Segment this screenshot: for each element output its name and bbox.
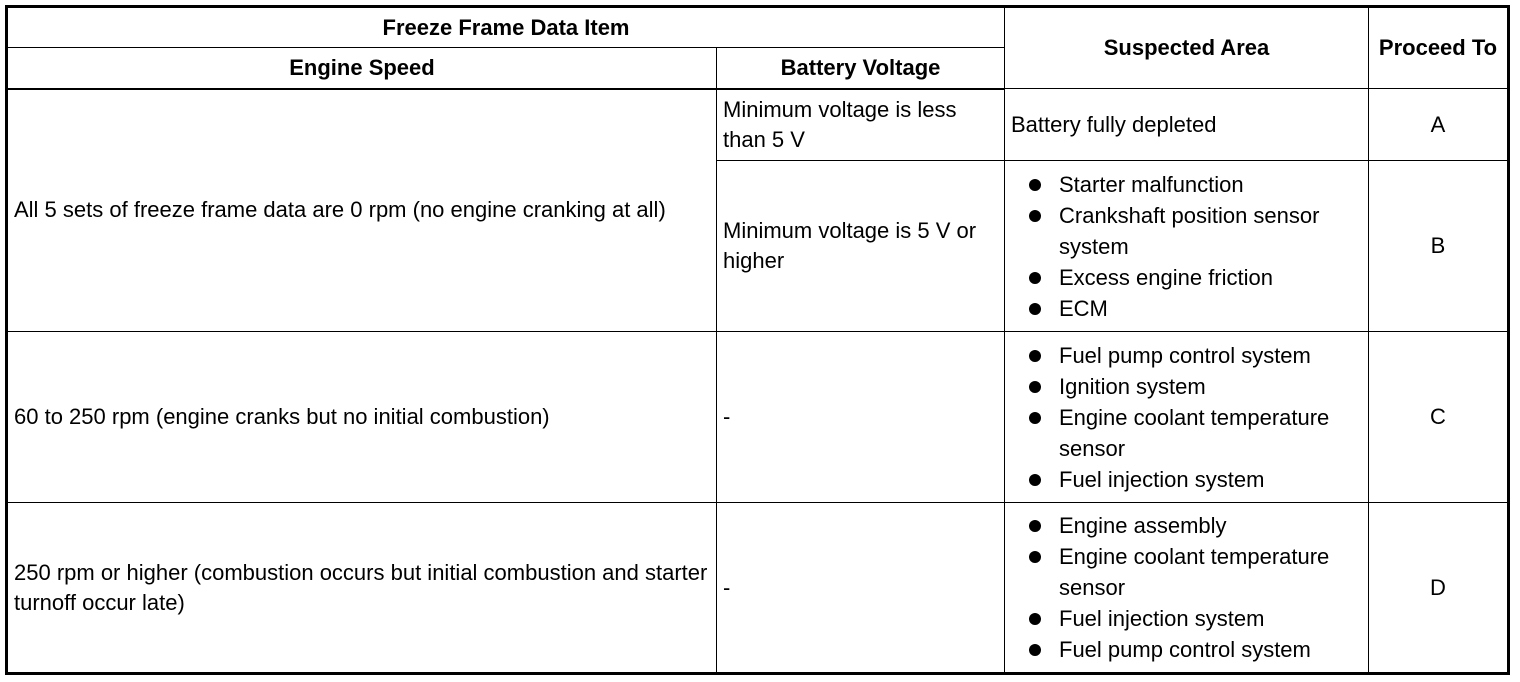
list-item <box>1059 541 1362 603</box>
bullet-icon <box>1029 412 1041 424</box>
header-suspected-area: Suspected Area <box>1005 7 1369 89</box>
bullet-icon <box>1029 179 1041 191</box>
bullet-icon <box>1029 551 1041 563</box>
bullet-icon <box>1029 474 1041 486</box>
header-freeze-frame-data-item: Freeze Frame Data Item <box>7 7 1005 48</box>
battery-voltage-cell: Minimum voltage is less than 5 V <box>717 89 1005 161</box>
battery-voltage-cell: - <box>717 332 1005 503</box>
list-item-text: Fuel injection system <box>1059 466 1265 492</box>
list-item-text: Starter malfunction <box>1059 171 1244 197</box>
list-item <box>1059 603 1362 634</box>
bullet-icon <box>1029 644 1041 656</box>
table-row <box>7 332 1509 503</box>
proceed-to-cell: D <box>1369 503 1509 674</box>
list-item <box>1059 371 1362 402</box>
list-item <box>1059 169 1362 200</box>
engine-speed-cell: 250 rpm or higher (combustion occurs but initial combustion and starter turnoff occur late) <box>7 503 717 674</box>
suspected-area-cell <box>1005 503 1369 674</box>
suspected-area-cell <box>1005 161 1369 332</box>
list-item <box>1059 340 1362 371</box>
bullet-icon <box>1029 272 1041 284</box>
list-item-text: ECM <box>1059 295 1108 321</box>
bullet-icon <box>1029 350 1041 362</box>
freeze-frame-table <box>5 5 1510 675</box>
bullet-icon <box>1029 210 1041 222</box>
list-item-text: Fuel pump control system <box>1059 342 1311 368</box>
header-proceed-to: Proceed To <box>1369 7 1509 89</box>
list-item <box>1059 262 1362 293</box>
list-item-text: Crankshaft position sensor system <box>1059 202 1320 259</box>
list-item-text: Engine coolant temperature sensor <box>1059 544 1330 600</box>
list-item-text: Ignition system <box>1059 373 1206 399</box>
proceed-to-cell: C <box>1369 332 1509 503</box>
list-item <box>1059 293 1362 324</box>
header-engine-speed: Engine Speed <box>7 48 717 89</box>
header-battery-voltage: Battery Voltage <box>717 48 1005 89</box>
table-row <box>7 503 1509 674</box>
suspected-area-cell <box>1005 332 1369 503</box>
suspected-area-list <box>1011 169 1362 324</box>
list-item <box>1059 464 1362 495</box>
battery-voltage-cell: Minimum voltage is 5 V or higher <box>717 161 1005 332</box>
list-item <box>1059 402 1362 464</box>
bullet-icon <box>1029 520 1041 532</box>
engine-speed-cell: 60 to 250 rpm (engine cranks but no initial combustion) <box>7 332 717 503</box>
list-item-text: Engine coolant temperature sensor <box>1059 404 1330 461</box>
list-item-text: Engine assembly <box>1059 513 1227 538</box>
engine-speed-cell: All 5 sets of freeze frame data are 0 rpm (no engine cranking at all) <box>7 89 717 332</box>
list-item <box>1059 200 1362 262</box>
bullet-icon <box>1029 381 1041 393</box>
list-item <box>1059 510 1362 541</box>
list-item-text: Excess engine friction <box>1059 264 1273 290</box>
list-item-text: Fuel injection system <box>1059 606 1265 631</box>
battery-voltage-cell: - <box>717 503 1005 674</box>
bullet-icon <box>1029 303 1041 315</box>
list-item-text: Fuel pump control system <box>1059 637 1311 662</box>
table-row <box>7 89 1509 161</box>
list-item <box>1059 634 1362 665</box>
suspected-area-list <box>1011 510 1362 665</box>
bullet-icon <box>1029 613 1041 625</box>
suspected-area-cell: Battery fully depleted <box>1005 89 1369 161</box>
proceed-to-cell: A <box>1369 89 1509 161</box>
proceed-to-cell: B <box>1369 161 1509 332</box>
suspected-area-list <box>1011 340 1362 495</box>
